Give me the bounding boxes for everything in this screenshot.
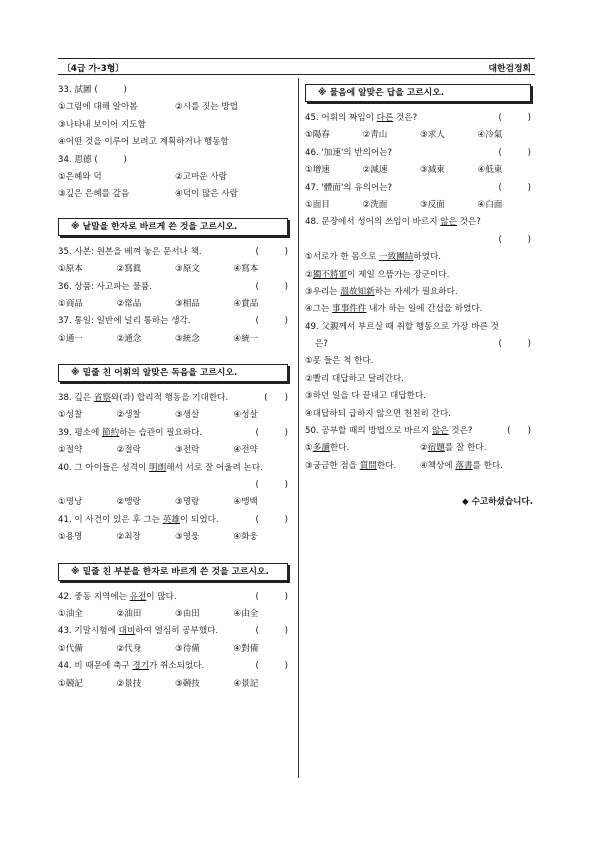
option-text: 하는 자세가 필요하다. (374, 286, 458, 297)
options-row (305, 127, 535, 144)
option: ②빨리 대답하고 달려간다. (305, 373, 404, 384)
option: ①못 들은 척 한다. (305, 356, 374, 367)
option: ④冷氣 (477, 130, 503, 141)
option: ④對備 (233, 643, 259, 654)
option: ①增速 (305, 165, 330, 176)
option (420, 458, 535, 475)
underlined-word: 英雄 (162, 514, 180, 525)
question-46 (305, 145, 535, 162)
option: ③由田 (175, 608, 200, 619)
question-text: 이 많다. (146, 591, 177, 602)
option-text: ① (305, 443, 313, 454)
option: ②常品 (116, 298, 142, 309)
options-row (58, 641, 292, 658)
answer-blank: ( ) (255, 316, 288, 327)
option: ①그림에 대해 알아봄 (58, 102, 138, 113)
option-text: ④그는 (305, 304, 333, 315)
underlined-word: 다른 (376, 113, 394, 123)
answer-blank: ( ) (498, 182, 531, 193)
question-text: 38. 깊은 (58, 393, 94, 404)
option: ②代身 (116, 643, 142, 654)
answer-blank: ( ) (255, 281, 288, 292)
option: ①은혜와 덕 (58, 171, 102, 182)
underlined-word: 質問 (359, 460, 377, 471)
option: ①절약 (58, 445, 83, 456)
option-text: ③궁금한 점을 (305, 460, 360, 471)
answer-blank: ( ) (255, 591, 288, 602)
option: ①油全 (58, 608, 83, 619)
organization-name: 대한검정회 (488, 64, 531, 74)
page-header (58, 58, 535, 75)
answer-blank: ( ) (498, 147, 531, 158)
option (305, 284, 535, 301)
option-text: ①서로가 한 몸으로 (305, 252, 380, 263)
question-text: 42. 중동 지역에는 (58, 591, 130, 602)
option (305, 301, 535, 318)
option: ①용명 (58, 532, 83, 543)
question-text: 50. 공부할 때의 방법으로 바르지 (305, 426, 432, 437)
underlined-word: 宿題 (427, 443, 445, 454)
answer-blank: ( ) (255, 246, 288, 257)
option: ④低東 (477, 165, 503, 176)
underlined-word: 경기 (132, 661, 150, 672)
question-text: 하는 습관이 필요하다. (119, 427, 203, 438)
question-37 (58, 313, 292, 330)
option: ②시를 짓는 방법 (175, 102, 238, 113)
option: ④성살 (233, 410, 258, 421)
underlined-word: 대비 (118, 626, 136, 637)
option: ①명낭 (58, 497, 83, 508)
options-row (58, 606, 292, 623)
option: ①商品 (58, 298, 83, 309)
question-49: 49. 父親께서 부르실 때 취할 행동으로 가장 바른 것 (305, 321, 499, 332)
section-instruction: ※ 낱말을 한자로 바르게 쓴 것을 고르시오. (58, 218, 288, 236)
option: ③原文 (175, 264, 200, 275)
option: ①競記 (58, 678, 83, 689)
option: ④어떤 것을 이루어 보려고 계획하거나 행동함 (58, 137, 229, 148)
options-row (58, 529, 292, 546)
option-text: 하였다. (413, 252, 442, 263)
question-34: 34. 恩德 ( ) (58, 154, 127, 165)
question-35 (58, 244, 292, 261)
option: ④景記 (233, 678, 259, 689)
option: ①原本 (58, 264, 83, 275)
underlined-word: 않은 (440, 217, 457, 228)
option (305, 458, 420, 475)
option-text: ③우리는 (305, 286, 341, 297)
section-instruction: ※ 밑줄 친 부분을 한자로 바르게 쓴 것을 고르시오. (58, 563, 288, 581)
option: ③명랑 (175, 497, 200, 508)
question-44 (58, 658, 292, 675)
question-text: 44. 비 때문에 축구 (58, 661, 133, 672)
option: ①通一 (58, 333, 83, 344)
option: ③競技 (175, 678, 200, 689)
option: ③相品 (175, 298, 200, 309)
option: ④寫本 (233, 264, 259, 275)
question-text: 40. 그 아이들은 성격이 (58, 462, 150, 473)
answer-blank: ( ) (255, 514, 288, 525)
column-divider (298, 78, 299, 778)
option: ②靑山 (362, 130, 388, 141)
question-text: 43. 기말시험에 (58, 626, 119, 637)
option: ②洗面 (362, 199, 388, 210)
option: ③反面 (420, 199, 445, 210)
question-text: 하여 열심히 공부했다. (135, 626, 219, 637)
question-33: 33. 試圖 ( ) (58, 85, 127, 95)
question-text: 것은? (393, 113, 418, 123)
option: ①성찰 (58, 410, 83, 421)
option: ④화웅 (233, 532, 258, 543)
answer-blank: ( ) (498, 339, 531, 350)
closing-message: ◆ 수고하셨습니다. (462, 497, 533, 508)
answer-blank: ( ) (264, 393, 288, 404)
option-text: 내가 하는 일에 간섭을 하였다. (366, 304, 483, 315)
option: ②절락 (116, 445, 141, 456)
option: ②油田 (116, 608, 142, 619)
question-40 (58, 460, 292, 477)
question-text: 것은? (456, 217, 481, 228)
question-text: 39. 평소에 (58, 427, 103, 438)
underlined-word: 獨不將軍 (312, 269, 348, 280)
option: ③待備 (175, 643, 200, 654)
underlined-word: 多讀 (312, 443, 330, 454)
answer-blank: ( ) (255, 427, 288, 438)
underlined-word: 溫故知新 (340, 286, 375, 297)
option: ④대답하되 급하지 않으면 천천히 간다. (305, 408, 451, 419)
question-42 (58, 589, 292, 606)
option: ④덕이 많은 사람 (175, 189, 238, 200)
option: ③統念 (175, 333, 200, 344)
underlined-word: 省察 (93, 393, 111, 404)
option: ④白面 (477, 199, 503, 210)
left-column (58, 82, 292, 693)
option-text: 를 잘 한다. (444, 443, 487, 454)
options-row (58, 494, 292, 511)
options-row (58, 296, 292, 313)
underlined-word: 유전 (129, 591, 147, 602)
option: ③減東 (420, 165, 445, 176)
option: ②寫眞 (116, 264, 142, 275)
options-row (58, 442, 292, 459)
option: ③전락 (175, 445, 200, 456)
option: ③나타내 보이어 지도함 (58, 119, 146, 130)
question-text: 가 취소되었다. (149, 661, 205, 672)
option-text: 이 제일 으뜸가는 장군이다. (347, 269, 450, 280)
question-text: 45. 어휘의 짜임이 (305, 113, 377, 123)
options-row (58, 169, 292, 186)
option: ②맹랑 (116, 497, 141, 508)
question-text: 47. '體面'의 유의어는? (305, 182, 393, 193)
question-text: 35. 사본: 원본을 베껴 놓은 문서나 책. (58, 246, 202, 257)
option: ③깊은 은혜를 갚음 (58, 189, 130, 200)
question-41 (58, 512, 292, 529)
underlined-word: 一致團結 (379, 252, 414, 263)
answer-blank: ( ) (507, 426, 531, 437)
question-text: 것은? (448, 426, 473, 437)
question-36 (58, 279, 292, 296)
option: ③생살 (175, 410, 200, 421)
answer-blank: ( ) (255, 480, 288, 491)
question-text: 46. '加速'의 반의어는? (305, 147, 393, 158)
question-43 (58, 623, 292, 640)
option (305, 440, 420, 457)
option: ②景技 (116, 678, 142, 689)
option: ①陽春 (305, 130, 330, 141)
options-row (305, 162, 535, 179)
options-row (58, 186, 292, 203)
question-text: 41. 이 사건이 있은 후 그는 (58, 514, 163, 525)
question-49-continued (305, 336, 535, 353)
option: ④統一 (233, 333, 259, 344)
options-row (305, 197, 535, 214)
exam-level: 〔4급 가-3형〕 (62, 64, 125, 74)
answer-blank: ( ) (255, 626, 288, 637)
section-instruction: ※ 물음에 알맞은 답을 고르시오. (305, 84, 531, 102)
question-text: 해서 서로 잘 어울려 논다. (166, 462, 263, 473)
option-text: 한다. (329, 443, 350, 454)
question-text: 이 되었다. (179, 514, 219, 525)
options-row (58, 407, 292, 424)
option: ④전약 (233, 445, 258, 456)
options-row (305, 440, 535, 457)
option: ③영웅 (175, 532, 200, 543)
question-text: 48. 문장에서 성어의 쓰임이 바르지 (305, 217, 441, 228)
option: ②減速 (362, 165, 388, 176)
option-text: 한다. (376, 460, 397, 471)
right-column (305, 78, 535, 507)
question-50 (305, 423, 535, 440)
option-text: ④책상에 (420, 460, 456, 471)
options-row (58, 331, 292, 348)
option: ②고마운 사람 (175, 171, 227, 182)
question-39 (58, 425, 292, 442)
underlined-word: 明朗 (149, 462, 167, 473)
section-instruction: ※ 밑줄 친 어휘의 알맞은 독음을 고르시오. (58, 364, 288, 382)
option-text: 를 한다. (472, 460, 503, 471)
question-48 (305, 214, 535, 231)
options-row (305, 458, 535, 475)
option: ③하던 일을 다 끝내고 대답한다. (305, 391, 426, 402)
answer-blank: ( ) (498, 113, 531, 123)
options-row (58, 676, 292, 693)
option: ②생찰 (116, 410, 141, 421)
option: ②通念 (116, 333, 142, 344)
question-text: 36. 상품: 사고파는 물품. (58, 281, 152, 292)
question-47 (305, 180, 535, 197)
question-45 (305, 110, 535, 127)
option: ④由全 (233, 608, 259, 619)
question-text: 37. 통일: 일반에 널리 통하는 생각. (58, 316, 191, 327)
option (420, 440, 535, 457)
option: ①面目 (305, 199, 330, 210)
option: ③求人 (420, 130, 445, 141)
option: ②최장 (116, 532, 141, 543)
option: ④맹백 (233, 497, 258, 508)
underlined-word: 落書 (455, 460, 473, 471)
underlined-word: 않은 (431, 426, 449, 437)
options-row (58, 261, 292, 278)
underlined-word: 事事件件 (332, 304, 367, 315)
option: ①代備 (58, 643, 83, 654)
question-text: 은? (315, 339, 328, 350)
answer-blank: ( ) (255, 661, 288, 672)
question-text: 와(과) 합리적 행동을 기대한다. (110, 393, 229, 404)
option (305, 249, 535, 266)
option (305, 267, 535, 284)
answer-blank: ( ) (498, 234, 531, 245)
underlined-word: 節約 (102, 427, 120, 438)
option: ④賞品 (233, 298, 259, 309)
option-text: ② (305, 269, 313, 280)
question-38 (58, 390, 292, 407)
option-text: ② (420, 443, 428, 454)
